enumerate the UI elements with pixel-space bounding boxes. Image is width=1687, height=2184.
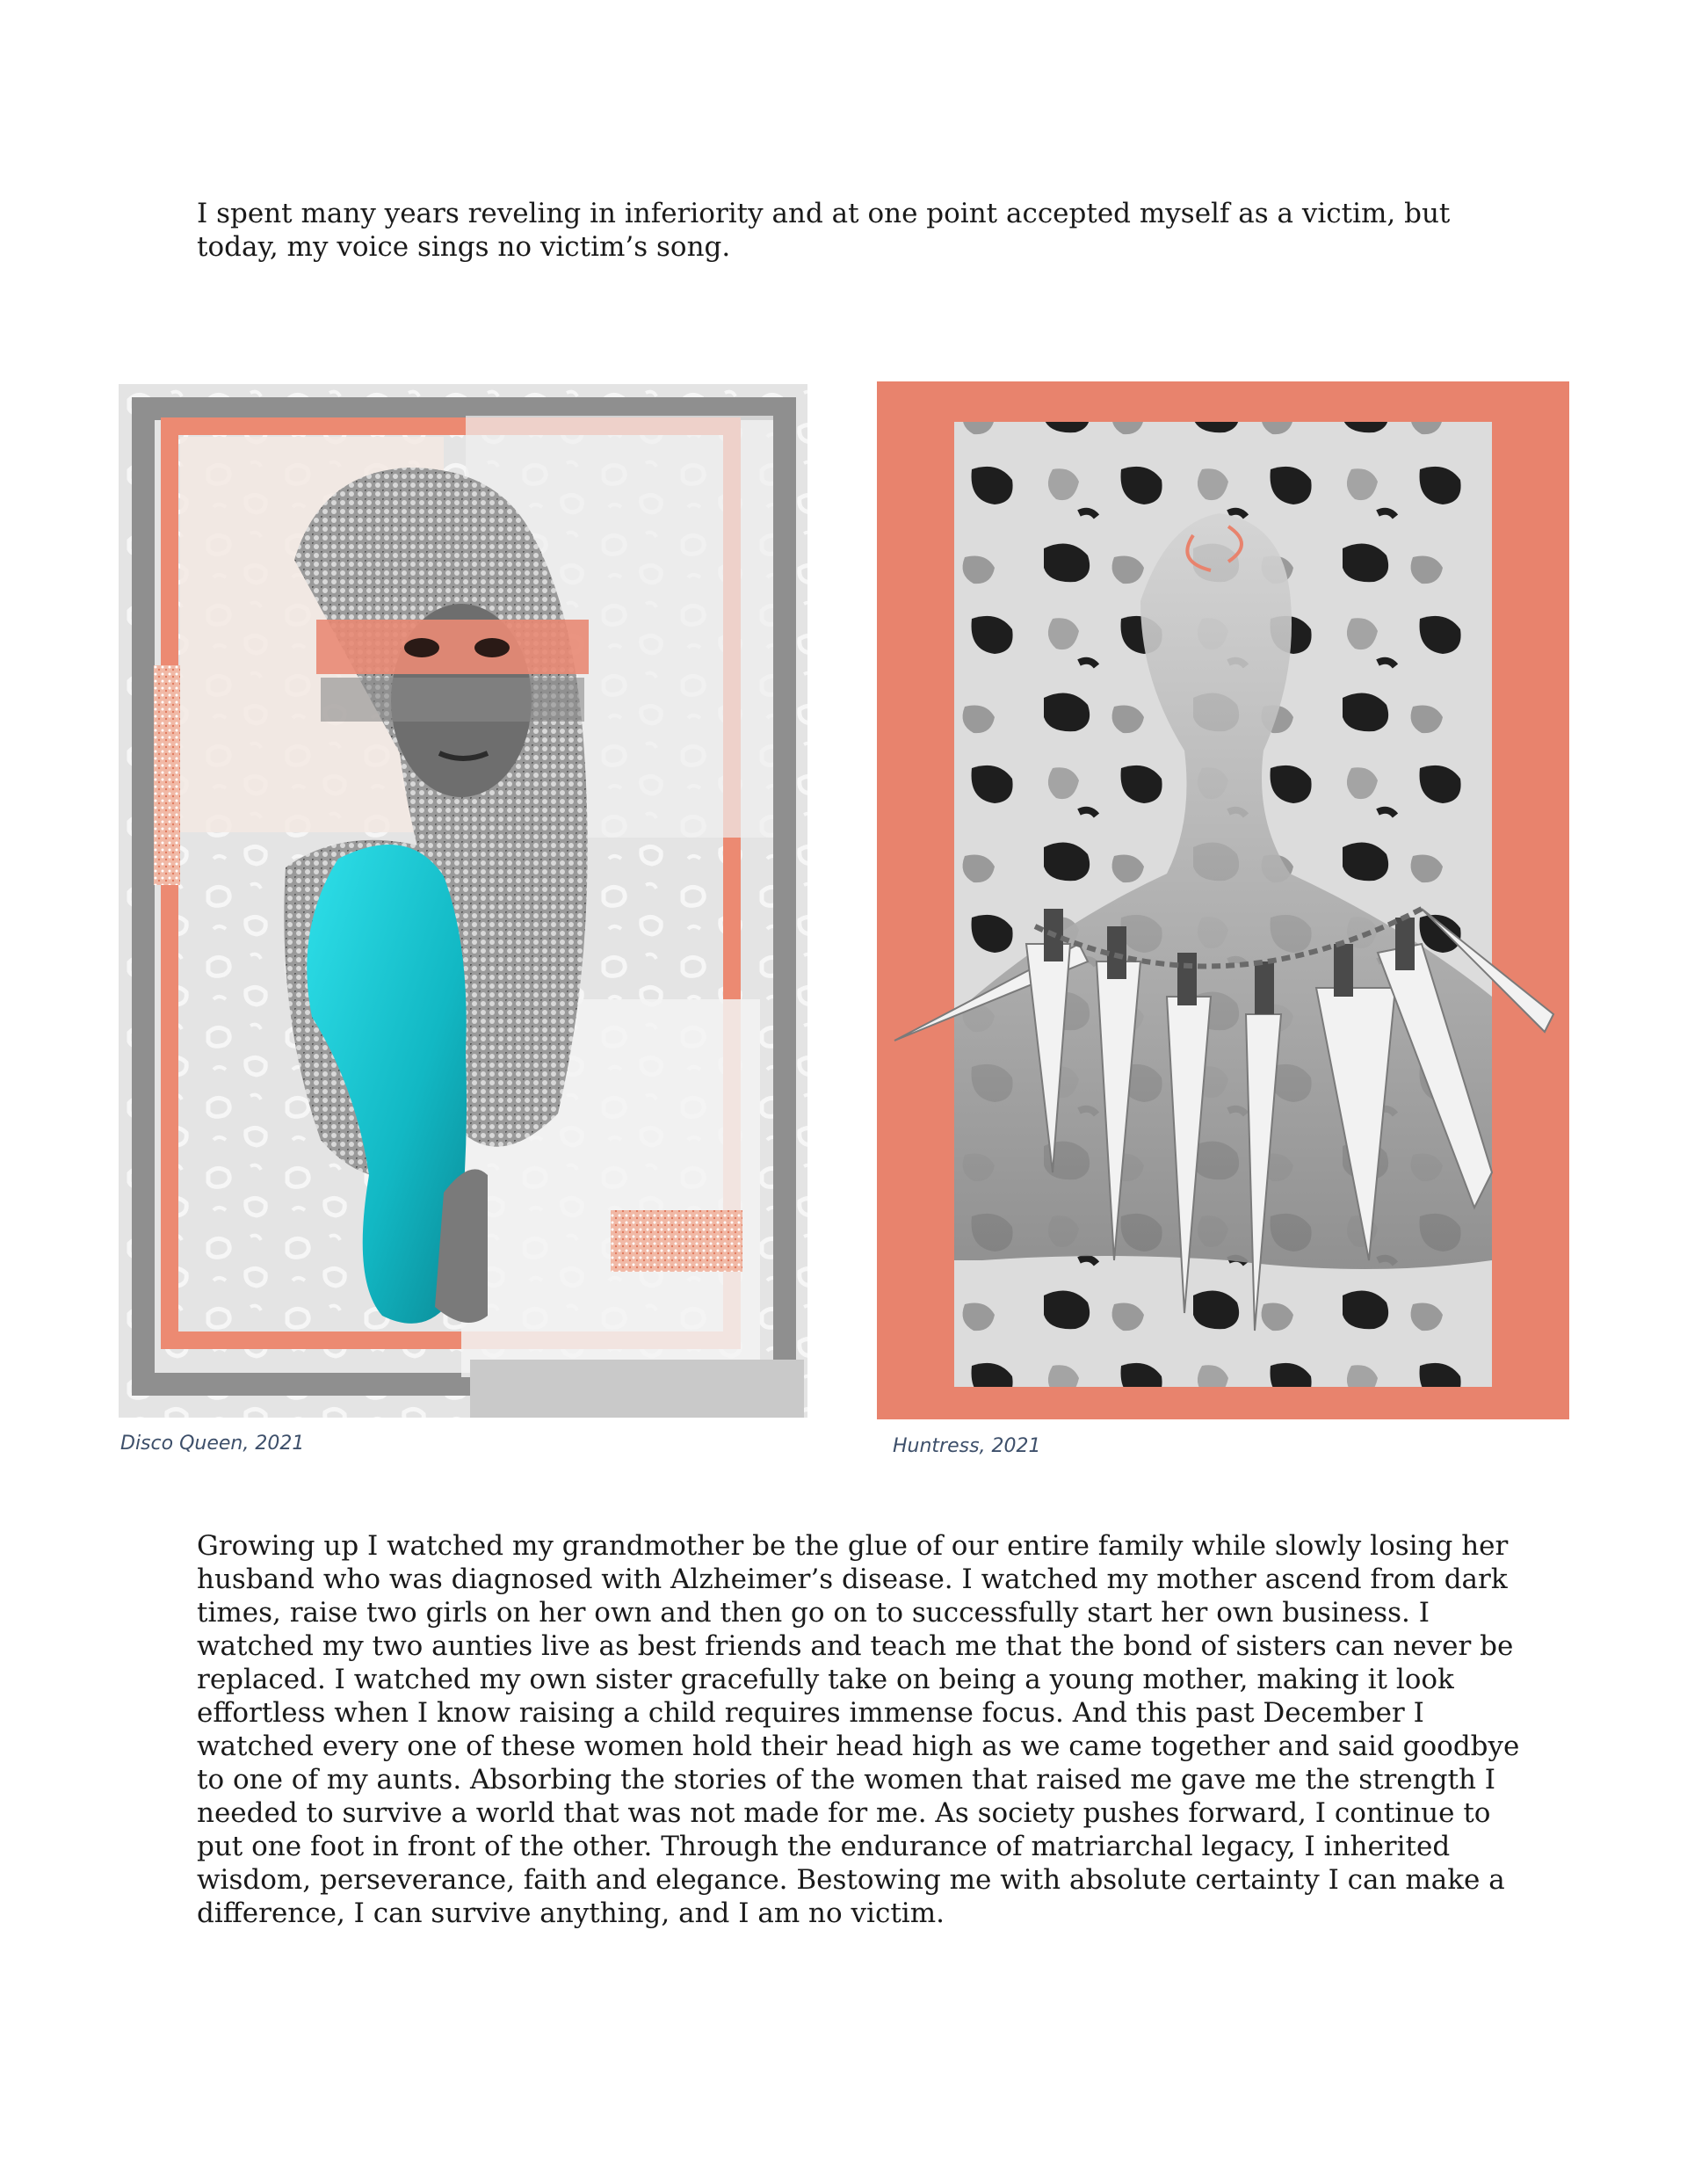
- intro-paragraph: I spent many years reveling in inferiority and at one point accepted myself as a victim, but today, my voice sings no victim’s song.: [197, 198, 1451, 263]
- artwork-disco-queen: [119, 384, 807, 1418]
- artwork-huntress: [877, 381, 1569, 1419]
- artwork-caption: Disco Queen, 2021: [120, 1433, 305, 1455]
- body-paragraph: Growing up I watched my grandmother be the glue of our entire family while slowly losing her husband who was diagnosed with Alzheimer’s disease. I watched my mother ascend from dark times, raise two girls on her own and then go on to successfully start her own business. I watched my two aunties live as best friends and teach me that the bond of sisters can never be replaced. I watched my own sister gracefully take on being a young mother, making it look effortless when I know raising a child requires immense focus. And this past December I watched every one of these women hold their head high as we came together and said goodbye to one of my aunts. Absorbing the stories of the women that raised me gave me the strength I needed to survive a world that was not made for me. As society pushes forward, I continue to put one foot in front of the other. Through the endurance of matriarchal legacy, I inherited wisdom, perseverance, faith and elegance. Bestowing me with absolute certainty I can make a difference, I can survive anything, and I am no victim.: [197, 1530, 1520, 1929]
- artwork-caption: Huntress, 2021: [893, 1435, 1041, 1457]
